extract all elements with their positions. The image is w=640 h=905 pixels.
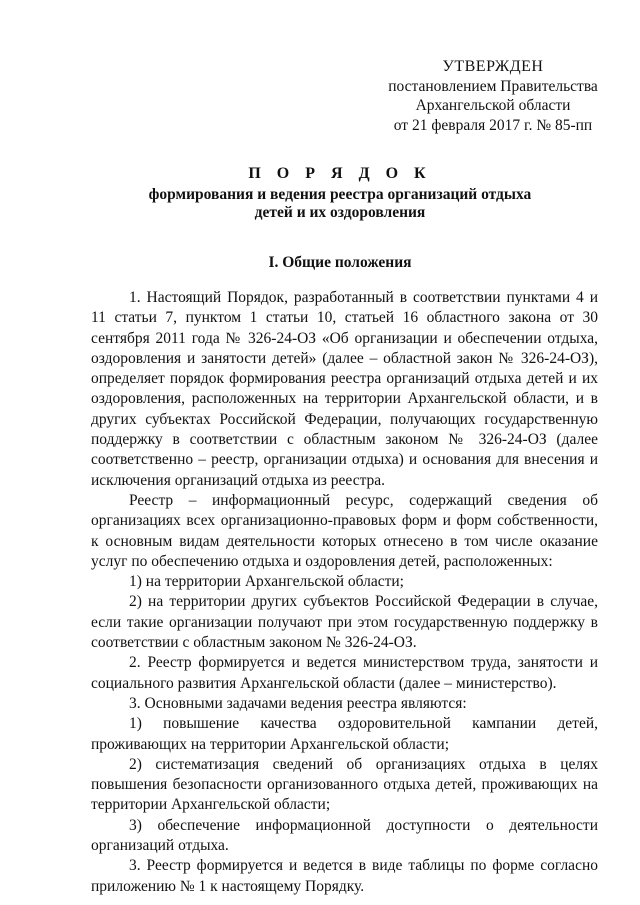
paragraph: 3. Реестр формируется и ведется в виде таблицы по форме согласно приложению № 1 к настоящему Порядку. [91,857,598,895]
paragraph: 1) на территории Архангельской области; [129,573,404,591]
approval-title: УТВЕРЖДЕН [442,58,544,75]
section-heading: I. Общие положения [268,254,412,271]
paragraph: 1. Настоящий Порядок, разработанный в соответствии пунктами 4 и 11 статьи 7, пунктом 1 статьи 10, статьей 16 областного закона от 30 сентября 2011 года № 326-24-ОЗ «Об организации и обеспечении отдыха, оздоровления и занятости детей» (далее – областной закон № 326-24-ОЗ), определяет порядок формирования реестра организаций отдыха детей и их оздоровления, расположенных на территории Архангельской области, и в других субъектах Российской Федерации, получающих государственную поддержку в соответствии с областным законом № 326-24-ОЗ (далее соответственно – реестр, организации отдыха) и основания для внесения и исключения организаций отдыха из реестра. [91,289,598,489]
approval-line-1: постановлением Правительства [388,77,598,95]
paragraph: 2) систематизация сведений об организациях отдыха в целях повышения безопасности организованного отдыха детей, проживающих на территории Архангельской области; [91,755,598,814]
document-subtitle [90,186,590,222]
paragraph: 1) повышение качества оздоровительной кампании детей, проживающих на территории Архангельской области; [91,715,598,753]
document-body [91,288,598,897]
paragraph: 3. Основными задачами ведения реестра являются: [129,694,467,712]
approval-line-2: Архангельской области [415,97,571,114]
document-title: П О Р Я Д О К [248,165,432,182]
paragraph: Реестр – информационный ресурс, содержащий сведения об организациях всех организационно-правовых форм и форм собственности, к основным видам деятельности которых отнесено в том числе оказание услуг по обеспечению отдыха и оздоровления детей, расположенных: [91,491,598,570]
paragraph: 2. Реестр формируется и ведется министерством труда, занятости и социального развития Архангельской области (далее – министерство). [91,654,598,692]
paragraph: 2) на территории других субъектов Российской Федерации в случае, если такие организации получают при этом государственную поддержку в соответствии с областным законом № 326-24-ОЗ. [91,593,598,652]
document-subtitle-line-2: детей и их оздоровления [254,204,426,221]
paragraph: 3) обеспечение информационной доступности о деятельности организаций отдыха. [91,816,598,855]
approval-stamp [388,57,598,135]
document-subtitle-line-1: формирования и ведения реестра организаций отдыха [148,186,532,203]
approval-line-3: от 21 февраля 2017 г. № 85-пп [393,116,593,134]
